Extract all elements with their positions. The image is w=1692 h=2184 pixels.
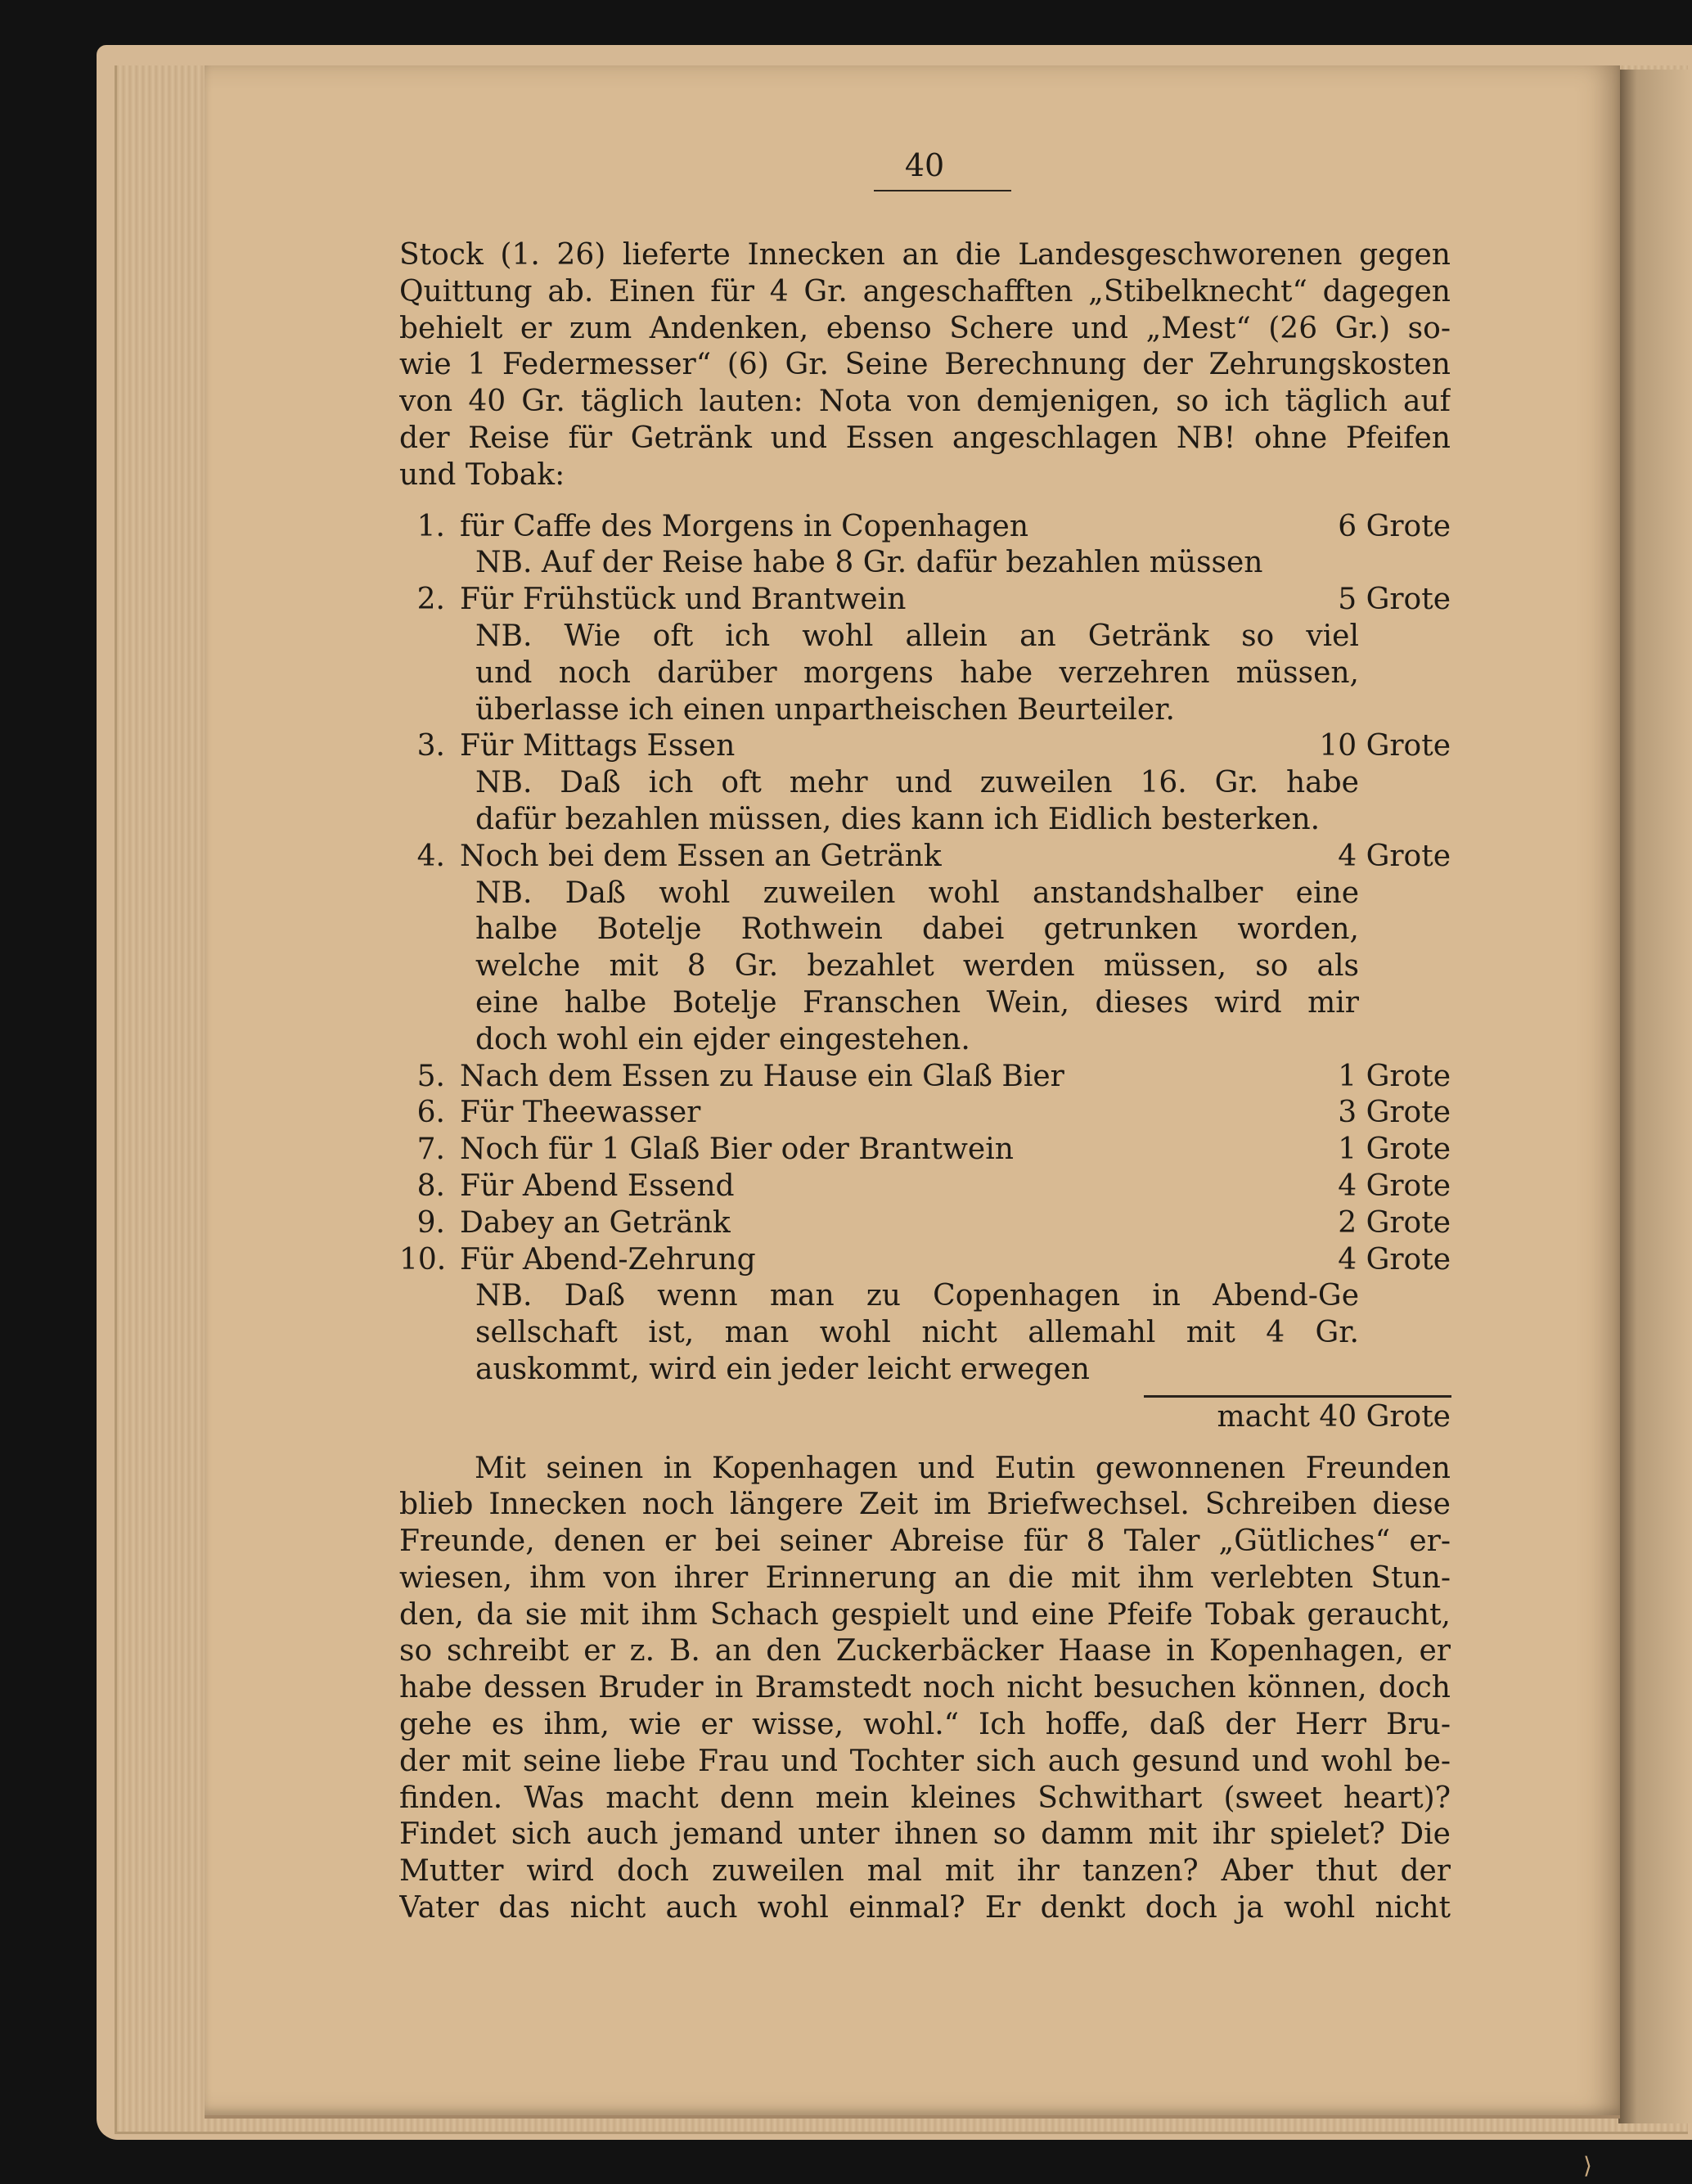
item-amount: 2 Grote (1338, 1205, 1451, 1240)
item-note: auskommt, wird ein jeder leicht erwegen (475, 1352, 1090, 1386)
list-item (399, 839, 1451, 876)
item-note: und noch darüber morgens habe verzehren müssen, (475, 655, 1359, 690)
list-item (399, 509, 1451, 546)
item-amount: 4 Grote (1338, 1242, 1451, 1277)
item-note: eine halbe Botelje Franschen Wein, dieses wird mir (475, 985, 1359, 1020)
text-line: Stock (1. 26) lieferte Innecken an die Landesgeschworenen gegen (399, 238, 1451, 272)
closing-paragraph (399, 1451, 1451, 1927)
text-line: habe dessen Bruder in Bramstedt noch nicht besuchen können, doch (399, 1671, 1451, 1705)
item-description: Für Abend-Zehrung (460, 1242, 756, 1277)
text-line: der mit seine liebe Frau und Tochter sich auch gesund und wohl be- (399, 1744, 1451, 1778)
text-line: wie 1 Federmesser“ (6) Gr. Seine Berechnung der Zehrungskosten (399, 348, 1451, 382)
item-number: 3. (416, 729, 445, 763)
text-line: gehe es ihm, wie er wisse, wohl.“ Ich hoffe, daß der Herr Bru- (399, 1708, 1451, 1742)
item-number: 1. (416, 509, 445, 543)
text-line: von 40 Gr. täglich lauten: Nota von demjenigen, so ich täglich auf (399, 385, 1451, 419)
list-item (399, 1132, 1451, 1169)
item-description: Für Mittags Essen (460, 729, 736, 763)
text-line: Findet sich auch jemand unter ihnen so damm mit ihr spielet? Die (399, 1817, 1451, 1852)
text-line: behielt er zum Andenken, ebenso Schere und „Mest“ (26 Gr.) so- (399, 311, 1451, 345)
list-item (399, 1169, 1451, 1205)
text-line: Freunde, denen er bei seiner Abreise für 8 Taler „Gütliches“ er- (399, 1524, 1451, 1559)
text-line: Quittung ab. Einen für 4 Gr. angeschafften „Stibelknecht“ dagegen (399, 274, 1451, 308)
item-description: Noch bei dem Essen an Getränk (460, 839, 942, 873)
item-description: Dabey an Getränk (460, 1205, 731, 1240)
item-number: 4. (416, 839, 445, 873)
text-line: so schreibt er z. B. an den Zuckerbäcker Haase in Kopenhagen, er (399, 1634, 1451, 1668)
item-note: überlasse ich einen unpartheischen Beurteiler. (475, 692, 1175, 727)
text-line: Mutter wird doch zuweilen mal mit ihr tanzen? Aber thut der (399, 1854, 1451, 1889)
item-description: Für Abend Essend (460, 1169, 735, 1203)
item-note: dafür bezahlen müssen, dies kann ich Eidlich besterken. (475, 802, 1321, 836)
item-note: sellschaft ist, man wohl nicht allemahl mit 4 Gr. (475, 1316, 1359, 1350)
list-item (399, 728, 1451, 765)
page-text (399, 237, 1451, 1927)
item-note: NB. Daß ich oft mehr und zuweilen 16. Gr. habe (475, 766, 1359, 800)
header-rule (874, 190, 1011, 191)
item-note: NB. Daß wohl zuweilen wohl anstandshalber eine (475, 876, 1359, 910)
item-amount: 1 Grote (1338, 1133, 1451, 1167)
item-note: NB. Daß wenn man zu Copenhagen in Abend-Ge (475, 1279, 1359, 1313)
text-line: wiesen, ihm von ihrer Erinnerung an die mit ihm verlebten Stun- (399, 1560, 1451, 1595)
item-amount: 4 Grote (1338, 1169, 1451, 1203)
text-line: den, da sie mit ihm Schach gespielt und eine Pfeife Tobak geraucht, (399, 1597, 1451, 1632)
item-number: 7. (416, 1133, 445, 1167)
text-line: Mit seinen in Kopenhagen und Eutin gewonnenen Freunden (475, 1451, 1451, 1485)
text-line: und Tobak: (399, 457, 565, 492)
item-description: Für Frühstück und Brantwein (460, 583, 907, 617)
text-line: blieb Innecken noch längere Zeit im Briefwechsel. Schreiben diese (399, 1488, 1451, 1522)
facing-page-edge (1618, 70, 1692, 2123)
item-number: 8. (416, 1169, 445, 1203)
item-description: für Caffe des Morgens in Copenhagen (460, 509, 1029, 543)
item-note: doch wohl ein ejder eingestehen. (475, 1022, 970, 1056)
item-number: 10. (399, 1242, 447, 1277)
text-line: der Reise für Getränk und Essen angeschlagen NB! ohne Pfeifen (399, 421, 1451, 455)
item-number: 2. (416, 583, 445, 617)
item-number: 6. (416, 1096, 445, 1130)
expense-list (399, 509, 1451, 1389)
text-line: Vater das nicht auch wohl einmal? Er denkt doch ja wohl nicht (399, 1891, 1451, 1925)
item-amount: 1 Grote (1338, 1059, 1451, 1093)
intro-paragraph (399, 237, 1451, 494)
list-item (399, 1242, 1451, 1279)
item-note: halbe Botelje Rothwein dabei getrunken worden, (475, 912, 1359, 947)
item-description: Noch für 1 Glaß Bier oder Brantwein (460, 1133, 1014, 1167)
total-line: macht 40 Grote (1217, 1399, 1451, 1434)
corner-mark: ⟩ (1583, 2152, 1592, 2179)
item-amount: 5 Grote (1338, 583, 1451, 617)
item-amount: 6 Grote (1338, 509, 1451, 543)
item-amount: 10 Grote (1319, 729, 1451, 763)
text-line: finden. Was macht denn mein kleines Schwithart (sweet heart)? (399, 1781, 1451, 1815)
item-number: 9. (416, 1205, 445, 1240)
page-number: 40 (904, 147, 945, 183)
list-item (399, 582, 1451, 619)
item-number: 5. (416, 1059, 445, 1093)
item-note: welche mit 8 Gr. bezahlet werden müssen, so als (475, 949, 1359, 984)
list-item (399, 1059, 1451, 1096)
list-item (399, 1095, 1451, 1132)
item-note: NB. Wie oft ich wohl allein an Getränk so viel (475, 619, 1359, 653)
item-amount: 3 Grote (1338, 1096, 1451, 1130)
item-amount: 4 Grote (1338, 839, 1451, 873)
item-description: Nach dem Essen zu Hause ein Glaß Bier (460, 1059, 1064, 1093)
list-item (399, 1205, 1451, 1242)
item-note: NB. Auf der Reise habe 8 Gr. dafür bezahlen müssen (475, 546, 1263, 580)
total-rule (1144, 1395, 1451, 1398)
item-description: Für Theewasser (460, 1096, 701, 1130)
